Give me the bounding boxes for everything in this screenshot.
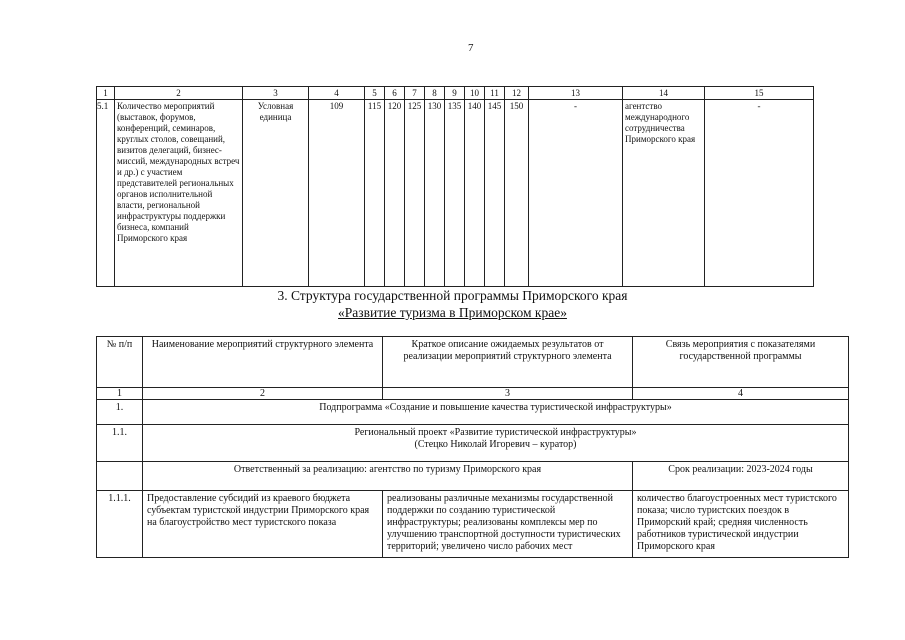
col-number: 4 <box>633 388 849 400</box>
col-number: 4 <box>309 87 365 100</box>
column-numbers-row <box>97 388 849 400</box>
structure-table <box>96 336 849 558</box>
col-number: 11 <box>485 87 505 100</box>
year-value: 150 <box>505 100 529 287</box>
term-text: Срок реализации: 2023-2024 годы <box>633 462 849 491</box>
year-value: 125 <box>405 100 425 287</box>
col-number: 3 <box>383 388 633 400</box>
page-number: 7 <box>468 42 474 54</box>
year-value: 145 <box>485 100 505 287</box>
responsible-row <box>97 462 849 491</box>
activity-row <box>97 491 849 558</box>
col-number: 10 <box>465 87 485 100</box>
subprogram-number: 1. <box>97 400 143 425</box>
responsible: агентство международного сотрудничества Приморского края <box>623 100 705 287</box>
header-results: Краткое описание ожидаемых результатов от реализации мероприятий структурного элемента <box>383 337 633 388</box>
col13-value: - <box>529 100 623 287</box>
col-number: 15 <box>705 87 814 100</box>
project-title: Региональный проект «Развитие туристической инфраструктуры» <box>354 427 637 438</box>
base-value: 109 <box>309 100 365 287</box>
year-value: 120 <box>385 100 405 287</box>
header-indicators: Связь мероприятия с показателями государственной программы <box>633 337 849 388</box>
column-numbers-row <box>97 87 814 100</box>
project-row <box>97 425 849 462</box>
indicator-name: Количество мероприятий (выставок, форумов, конференций, семинаров, круглых столов, совещаний, визитов делегаций, бизнес-миссий, международных встреч и др.) с участием представителей региональных органов исполнительной власти, региональной инфраструктуры поддержки бизнеса, компаний Приморского края <box>115 100 243 287</box>
header-name: Наименование мероприятий структурного элемента <box>143 337 383 388</box>
col-number: 2 <box>115 87 243 100</box>
col-number: 1 <box>97 87 115 100</box>
year-value: 140 <box>465 100 485 287</box>
header-row <box>97 337 849 388</box>
project-number: 1.1. <box>97 425 143 462</box>
unit: Условная единица <box>243 100 309 287</box>
empty-cell <box>97 462 143 491</box>
project-cell <box>143 425 849 462</box>
year-value: 135 <box>445 100 465 287</box>
responsible-text: Ответственный за реализацию: агентство по туризму Приморского края <box>143 462 633 491</box>
activity-results: реализованы различные механизмы государственной поддержки по созданию туристической инфраструктуры; реализованы комплексы мер по улучшению транспортной доступности туристических территорий; увеличено число рабочих мест <box>383 491 633 558</box>
section-subtitle: «Развитие туризма в Приморском крае» <box>338 305 567 320</box>
activity-indicators: количество благоустроенных мест туристского показа; число туристских поездок в Приморский край; средняя численность работников туристической индустрии Приморского края <box>633 491 849 558</box>
col-number: 7 <box>405 87 425 100</box>
indicators-table <box>96 86 814 287</box>
col-number: 1 <box>97 388 143 400</box>
activity-name: Предоставление субсидий из краевого бюджета субъектам туристской индустрии Приморского края на благоустройство мест туристского показа <box>143 491 383 558</box>
col-number: 12 <box>505 87 529 100</box>
col-number: 9 <box>445 87 465 100</box>
col-number: 14 <box>623 87 705 100</box>
subprogram-row <box>97 400 849 425</box>
project-curator: (Стецко Николай Игоревич – куратор) <box>414 439 577 450</box>
table-row <box>97 100 814 287</box>
col-number: 3 <box>243 87 309 100</box>
header-number: № п/п <box>97 337 143 388</box>
col-number: 2 <box>143 388 383 400</box>
year-value: 115 <box>365 100 385 287</box>
col-number: 8 <box>425 87 445 100</box>
row-number: 5.1 <box>97 100 115 287</box>
col-number: 6 <box>385 87 405 100</box>
year-value: 130 <box>425 100 445 287</box>
section-title: 3. Структура государственной программы Приморского края <box>277 288 628 303</box>
activity-number: 1.1.1. <box>97 491 143 558</box>
col-number: 5 <box>365 87 385 100</box>
col15-value: - <box>705 100 814 287</box>
subprogram-title: Подпрограмма «Создание и повышение качества туристической инфраструктуры» <box>143 400 849 425</box>
col-number: 13 <box>529 87 623 100</box>
